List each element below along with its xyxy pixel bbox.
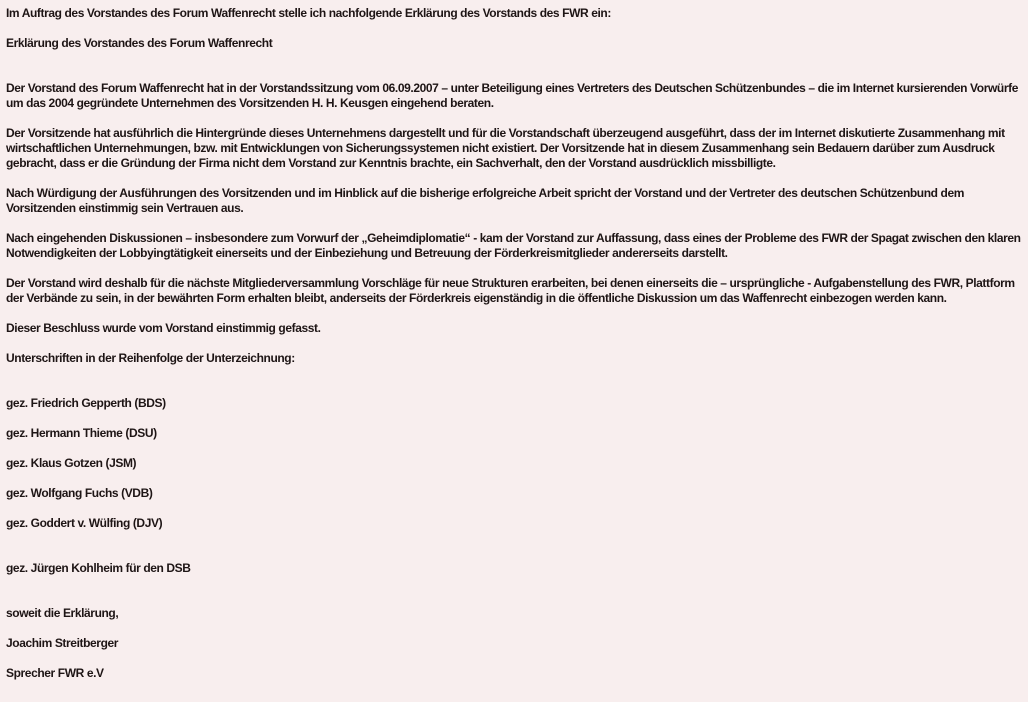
paragraph-new-structures: Der Vorstand wird deshalb für die nächste Mitgliederversammlung Vorschläge für neue Strukturen erarbeiten, bei denen einerseits die – ursprüngliche - Aufgabenstellung des FWR, Plattform der Verbände zu sein, in der bewährten Form erhalten bleibt, anderseits der Förderkreis eigenständig in die öffentliche Diskussion um das Waffenrecht einbezogen werden kann. bbox=[6, 276, 1015, 305]
signature-list bbox=[6, 381, 1022, 546]
signature-line: gez. Hermann Thieme (DSU) bbox=[6, 426, 157, 440]
resolution-line: Dieser Beschluss wurde vom Vorstand einstimmig gefasst. bbox=[6, 321, 321, 335]
closing-line: Joachim Streitberger bbox=[6, 636, 119, 650]
signature-line: gez. Wolfgang Fuchs (VDB) bbox=[6, 486, 153, 500]
paragraph-discussions: Nach eingehenden Diskussionen – insbesondere zum Vorwurf der „Geheimdiplomatie“ - kam der Vorstand zur Auffassung, dass eines der Probleme des FWR der Spagat zwischen den klaren Notwendigkeiten der Lobbyingtätigkeit einerseits und der Einbeziehung und Betreuung der Förderkreismitglieder andererseits darstellt. bbox=[6, 231, 1021, 260]
paragraph-board-session: Der Vorstand des Forum Waffenrecht hat in der Vorstandssitzung vom 06.09.2007 – unter Beteiligung eines Vertreters des Deutschen Schützenbundes – die im Internet kursierenden Vorwürfe um das 2004 gegründete Unternehmen des Vorsitzenden H. H. Keusgen eingehend beraten. bbox=[6, 81, 1018, 110]
closing-line: Sprecher FWR e.V bbox=[6, 666, 104, 680]
closing-line: soweit die Erklärung, bbox=[6, 606, 119, 620]
document-title: Erklärung des Vorstandes des Forum Waffenrecht bbox=[6, 36, 273, 50]
signatures-heading: Unterschriften in der Reihenfolge der Unterzeichnung: bbox=[6, 351, 295, 365]
closing-block bbox=[6, 591, 1022, 696]
signature-line: gez. Friedrich Gepperth (BDS) bbox=[6, 396, 166, 410]
signature-line: gez. Klaus Gotzen (JSM) bbox=[6, 456, 137, 470]
paragraph-chairman-statement: Der Vorsitzende hat ausführlich die Hintergründe dieses Unternehmens dargestellt und für die Vorstandschaft überzeugend ausgeführt, dass der im Internet diskutierte Zusammenhang mit wirtschaftlichen Unternehmungen, bzw. mit Entwicklungen von Sicherungssystemen nicht existiert. Der Vorsitzende hat in diesem Zusammenhang sein Bedauern darüber zum Ausdruck gebracht, dass er die Gründung der Firma nicht dem Vorstand zur Kenntnis brachte, ein Sachverhalt, den der Vorstand ausdrücklich missbilligte. bbox=[6, 126, 1005, 170]
intro-line: Im Auftrag des Vorstandes des Forum Waffenrecht stelle ich nachfolgende Erklärung des Vorstands des FWR ein: bbox=[6, 6, 611, 20]
signature-line: gez. Goddert v. Wülfing (DJV) bbox=[6, 516, 163, 530]
dsb-signature-line: gez. Jürgen Kohlheim für den DSB bbox=[6, 561, 191, 575]
paragraph-vote-of-confidence: Nach Würdigung der Ausführungen des Vorsitzenden und im Hinblick auf die bisherige erfolgreiche Arbeit spricht der Vorstand und der Vertreter des deutschen Schützenbund dem Vorsitzenden einstimmig sein Vertrauen aus. bbox=[6, 186, 965, 215]
